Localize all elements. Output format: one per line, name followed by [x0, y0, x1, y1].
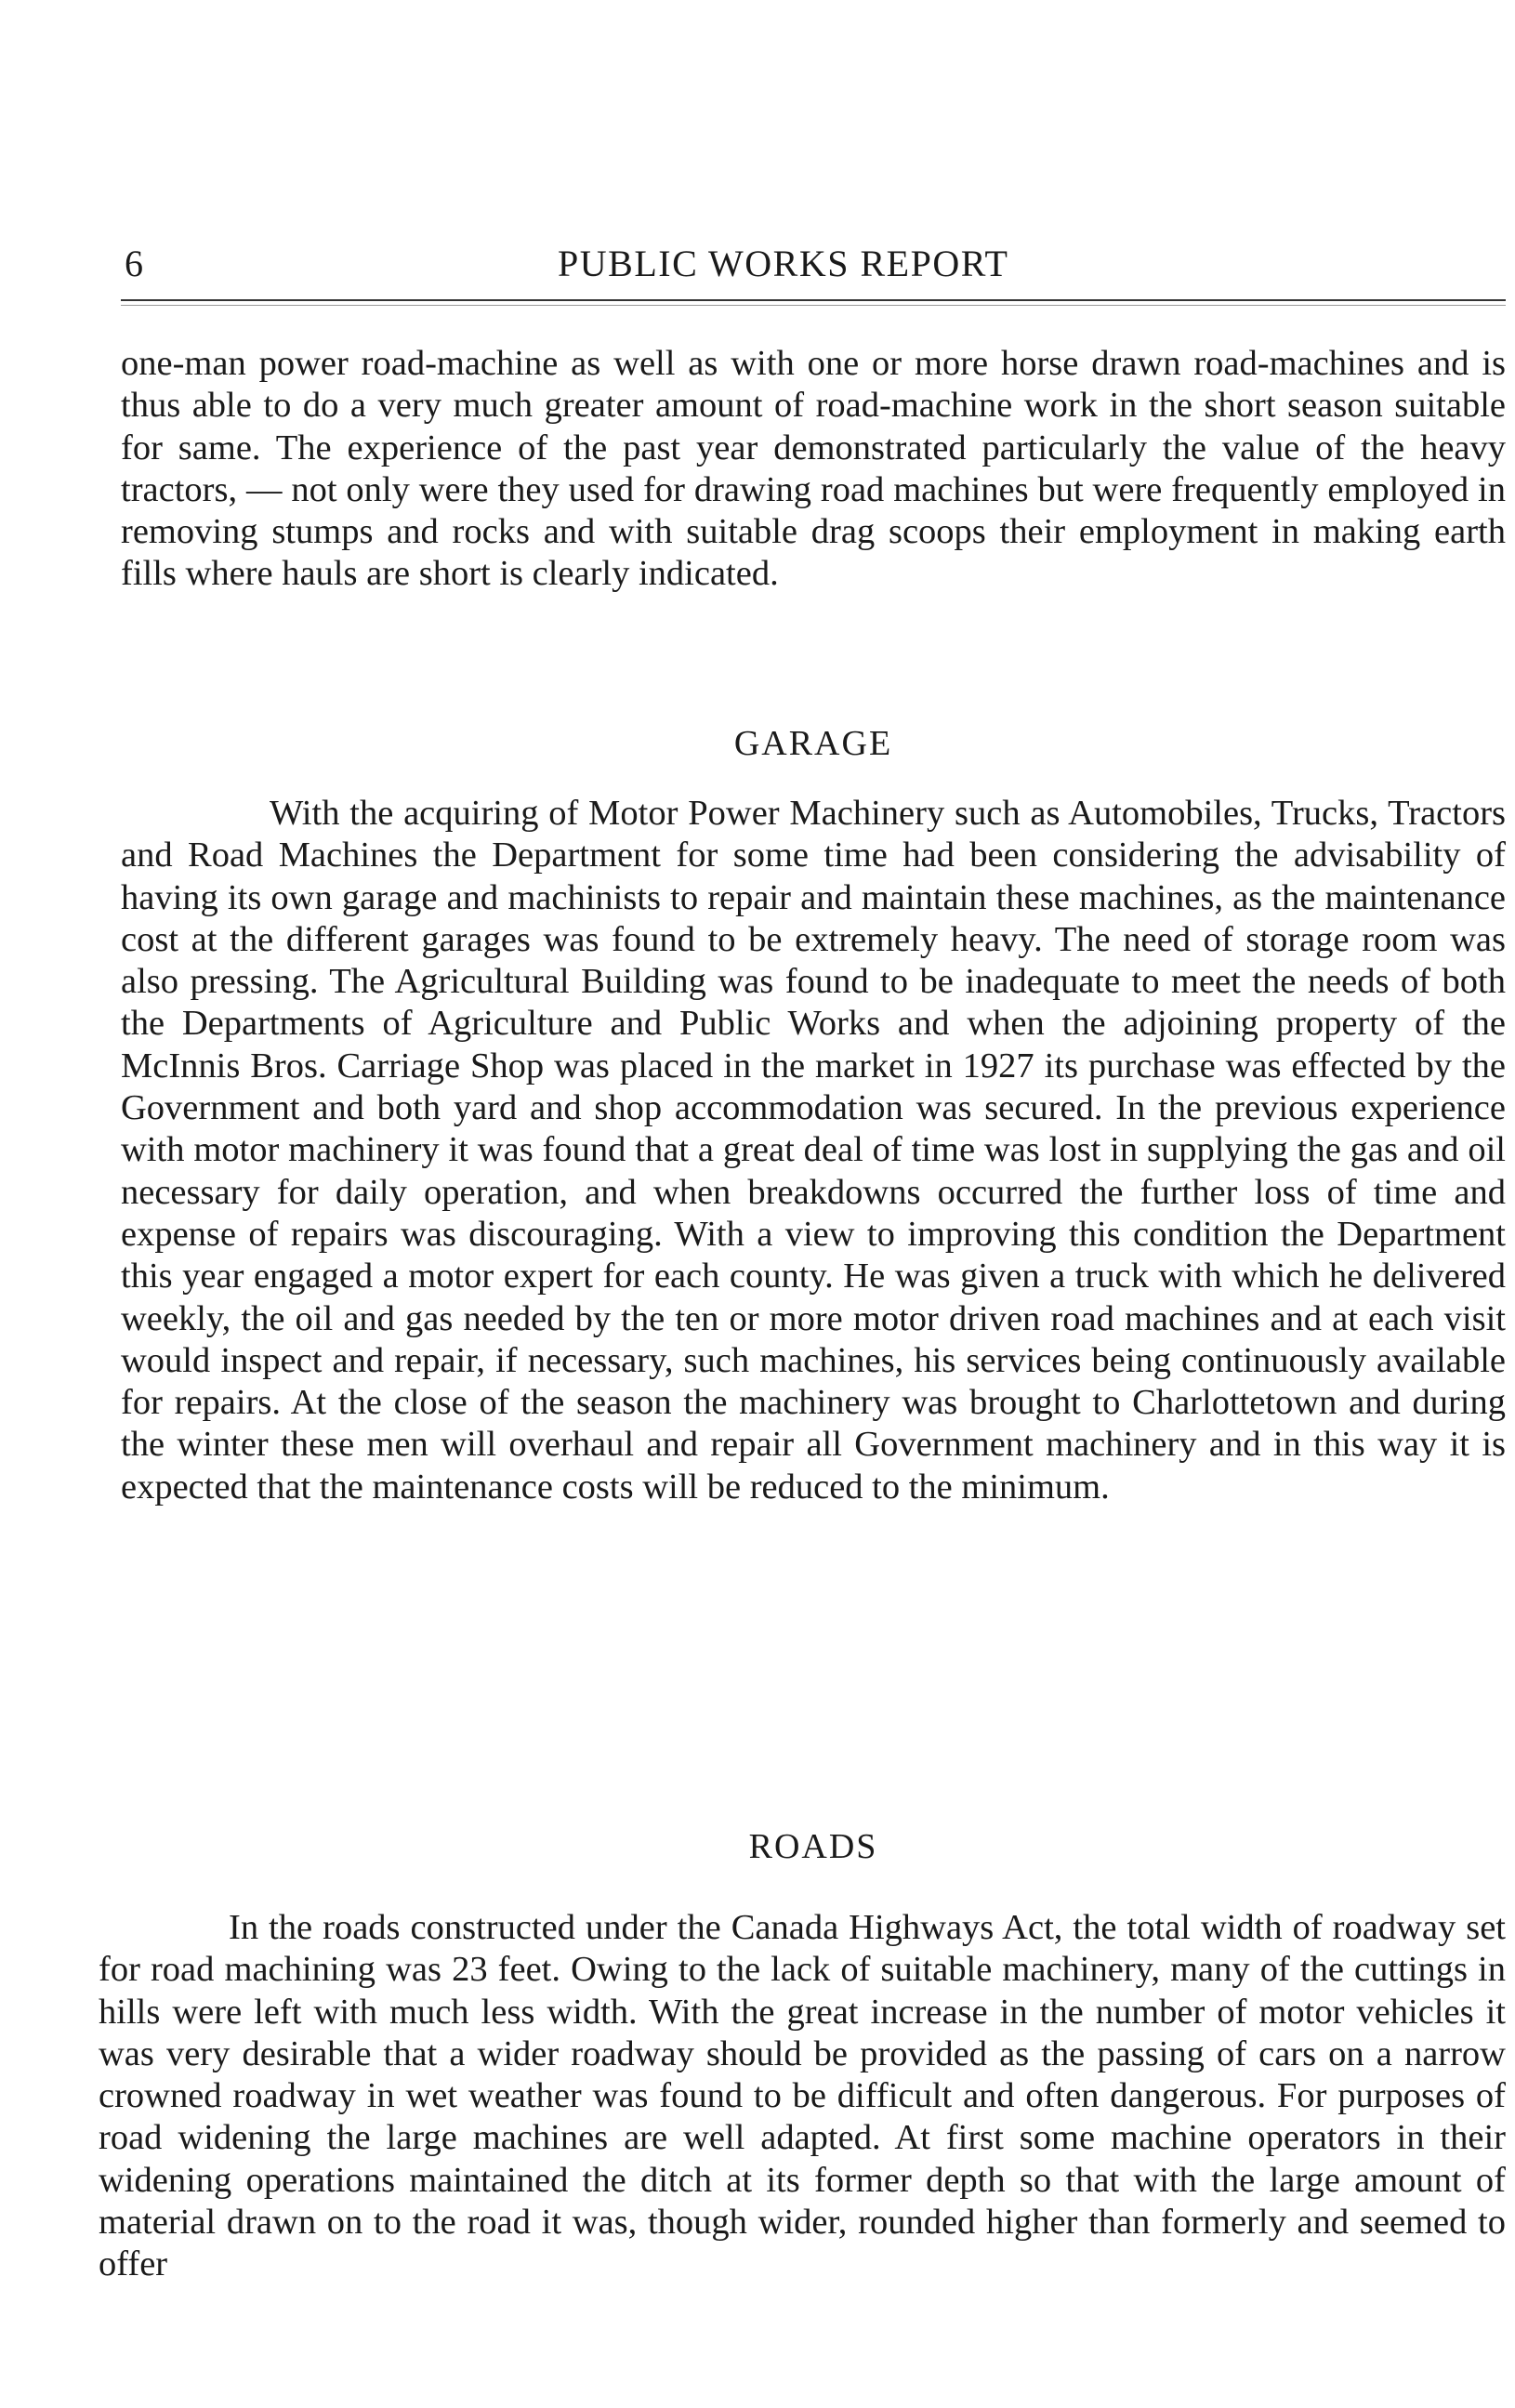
- continuation-paragraph: one-man power road-machine as well as with one or more horse drawn road-machines and is thus able to do a very much greater amount of road-machine work in the short season suitable for same. The experience of the past year demonstrated particularly the value of the heavy tractors, — not only were they used for drawing road machines but were frequently employed in removing stumps and rocks and with suitable drag scoops their employment in making earth fills where hauls are short is clearly indicated.: [121, 344, 1506, 594]
- roads-paragraph: In the roads constructed under the Canada Highways Act, the total width of roadway set for road machining was 23 feet. Owing to the lack of suitable machinery, many of the cuttings in hills were left with much less width. With the great increase in the number of motor vehicles it was very desirable that a wider roadway should be provided as the passing of cars on a narrow crowned roadway in wet weather was found to be difficult and often dangerous. For purposes of road widening the large machines are well adapted. At first some machine operators in their widening operations maintained the ditch at its former depth so that with the large amount of material drawn on to the road it was, though wider, rounded higher than formerly and seemed to offer: [99, 1908, 1506, 2284]
- section-heading-garage: GARAGE: [733, 724, 893, 763]
- garage-paragraph: With the acquiring of Motor Power Machinery such as Automobiles, Trucks, Tractors and Road Machines the Department for some time had been considering the advisability of having its own garage and machinists to repair and maintain these machines, as the maintenance cost at the different garages was found to be extremely heavy. The need of storage room was also pressing. The Agricultural Building was found to be inadequate to meet the needs of both the Departments of Agriculture and Public Works and when the adjoining property of the McInnis Bros. Carriage Shop was placed in the market in 1927 its purchase was effected by the Government and both yard and shop accommodation was secured. In the previous experience with motor machinery it was found that a great deal of time was lost in supplying the gas and oil necessary for daily operation, and when breakdowns occurred the further loss of time and expense of repairs was discouraging. With a view to improving this condition the Department this year engaged a motor expert for each county. He was given a truck with which he delivered weekly, the oil and gas needed by the ten or more motor driven road machines and at each visit would inspect and repair, if necessary, such machines, his services being continuously available for repairs. At the close of the season the machinery was brought to Charlottetown and during the winter these men will overhaul and repair all Government machinery and in this way it is expected that the maintenance costs will be reduced to the minimum.: [121, 794, 1506, 1507]
- page-header: [121, 240, 1510, 296]
- header-rule-secondary: [121, 305, 1506, 306]
- page-number: 6: [125, 243, 144, 284]
- running-title: PUBLIC WORKS REPORT: [558, 243, 1009, 284]
- header-rule: [121, 299, 1506, 301]
- section-heading-roads: ROADS: [748, 1827, 878, 1866]
